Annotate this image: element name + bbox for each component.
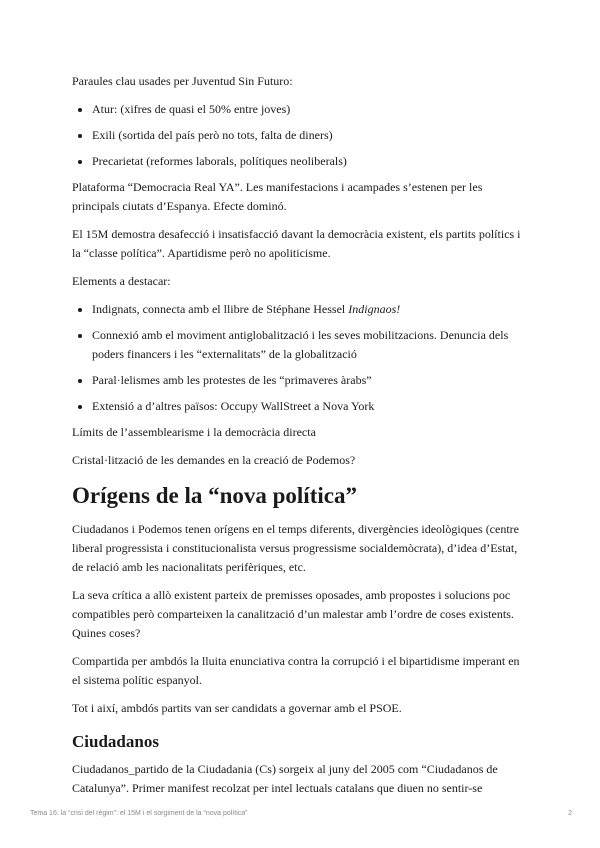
elements-list xyxy=(72,300,530,416)
page-footer xyxy=(30,810,572,817)
elements-intro: Elements a destacar: xyxy=(72,274,171,288)
keywords-list xyxy=(72,100,530,171)
limits-paragraph: Límits de l’assemblearisme i la democràcia directa xyxy=(72,425,316,439)
nova-paragraph-3: Compartida per ambdós la lluita enunciativa contra la corrupció i el bipartidisme imperant en el sistema polític espanyol. xyxy=(72,654,520,687)
list-item-text: Indignats, connecta amb el llibre de Stéphane Hessel xyxy=(92,302,349,316)
section-heading-nova-politica: Orígens de la “nova política” xyxy=(72,483,357,508)
nova-paragraph-2: La seva crítica a allò existent parteix de premisses oposades, amb propostes i solucions poc compatibles però comparteixen la canalització d’un malestar amb l’ordre de coses existents. Quines coses? xyxy=(72,588,514,640)
list-item: • Extensió a d’altres països: Occupy WallStreet a Nova York xyxy=(92,397,530,416)
footer-title: Tema 16: la “crisi del règim”: el 15M i el sorgiment de la “nova política” xyxy=(30,810,248,817)
page-number: 2 xyxy=(568,810,572,817)
book-title: Indignaos! xyxy=(348,302,401,316)
list-item xyxy=(92,300,530,319)
subsection-heading-ciudadanos: Ciudadanos xyxy=(72,732,159,751)
crystal-paragraph: Cristal·lització de les demandes en la creació de Podemos? xyxy=(72,453,356,467)
ciudadanos-paragraph-1: Ciudadanos_partido de la Ciudadania (Cs) sorgeix al juny del 2005 com “Ciudadanos de Catalunya”. Primer manifest recolzat per intel lectuals catalans que diuen no sentir-se xyxy=(72,762,498,795)
list-item: • Atur: (xifres de quasi el 50% entre joves) xyxy=(92,100,530,119)
document-body xyxy=(72,72,530,807)
keywords-intro: Paraules clau usades per Juventud Sin Futuro: xyxy=(72,74,293,88)
list-item: • Connexió amb el moviment antiglobalització i les seves mobilitzacions. Denuncia dels poders financers i les “externalitats” de la globalització xyxy=(92,326,530,364)
nova-paragraph-1: Ciudadanos i Podemos tenen orígens en el temps diferents, divergències ideològiques (centre liberal progressista i constitucionalista versus progressisme socialdemòcrata), d’idea d’Estat, de relació amb les nacionalitats perifèriques, etc. xyxy=(72,522,519,574)
list-item: • Exili (sortida del país però no tots, falta de diners) xyxy=(92,126,530,145)
m15-paragraph: El 15M demostra desafecció i insatisfacció davant la democràcia existent, els partits polítics i la “classe política”. Apartidisme però no apoliticisme. xyxy=(72,227,521,260)
platform-paragraph: Plataforma “Democracia Real YA”. Les manifestacions i acampades s’estenen per les principals ciutats d’Espanya. Efecte dominó. xyxy=(72,180,483,213)
nova-paragraph-4: Tot i així, ambdós partits van ser candidats a governar amb el PSOE. xyxy=(72,701,402,715)
list-item: • Paral·lelismes amb les protestes de les “primaveres àrabs” xyxy=(92,371,530,390)
list-item: • Precarietat (reformes laborals, polítiques neoliberals) xyxy=(92,152,530,171)
